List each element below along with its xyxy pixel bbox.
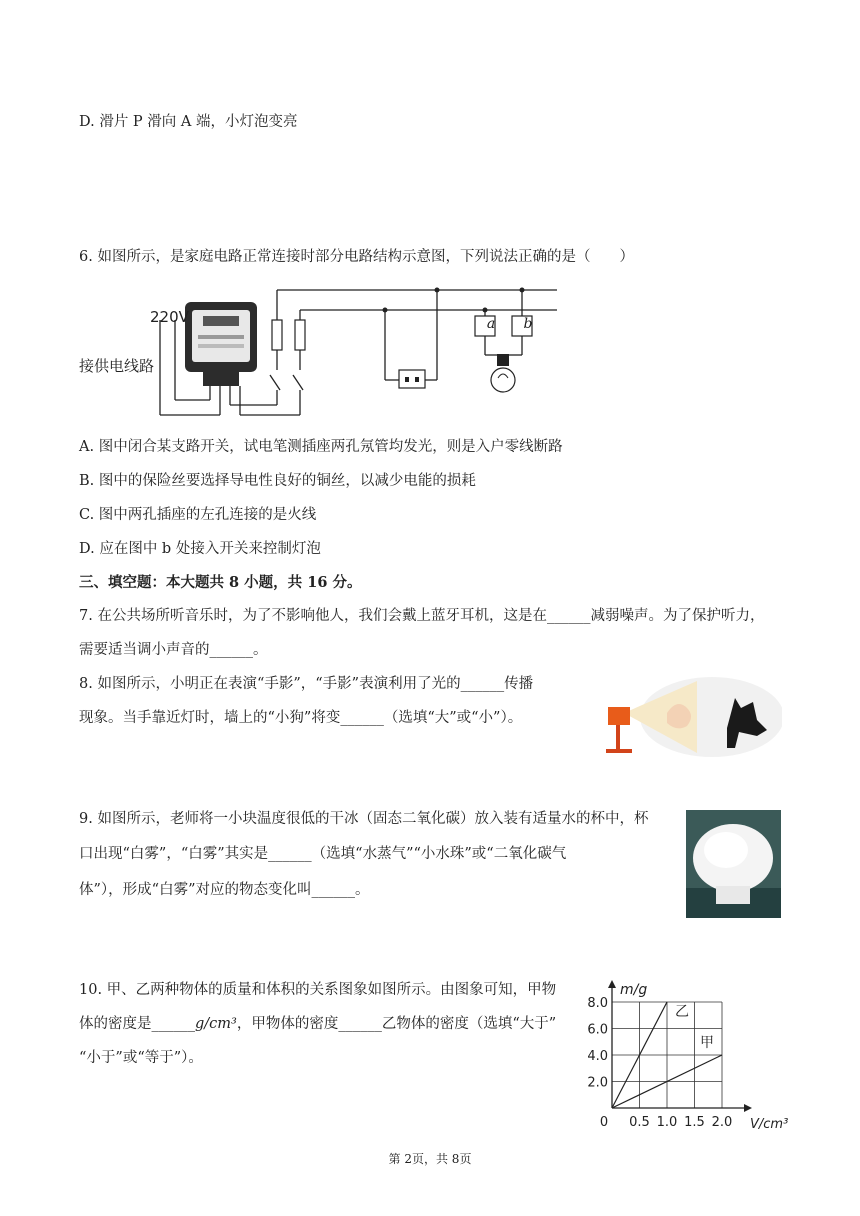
voltage-label: 220V — [150, 308, 189, 326]
q6-option-b: B. 图中的保险丝要选择导电性良好的铜丝，以减少电能的损耗 — [79, 473, 476, 489]
q10-line2-part2: ，甲物体的密度______乙物体的密度（选填“大于” — [236, 1016, 557, 1032]
box-b-label: b — [523, 316, 533, 332]
q10-line3: “小于”或“等于”）。 — [79, 1050, 203, 1066]
q6-option-d: D. 应在图中 b 处接入开关来控制灯泡 — [79, 541, 321, 557]
section-title: 三、填空题：本大题共 8 小题，共 16 分。 — [79, 574, 362, 591]
x-tick-label: 1.5 — [684, 1115, 705, 1130]
density-unit: g/cm³ — [195, 1016, 237, 1032]
q9-line1: 9. 如图所示，老师将一小块温度很低的干冰（固态二氧化碳）放入装有适量水的杯中，杯 — [79, 811, 649, 827]
dry-ice-photo — [686, 810, 781, 918]
q5-option-d: D. 滑片 P 滑向 A 端，小灯泡变亮 — [79, 114, 298, 130]
q6-stem: 6. 如图所示，是家庭电路正常连接时部分电路结构示意图，下列说法正确的是（ ） — [79, 249, 634, 265]
series-label: 甲 — [700, 1035, 714, 1051]
y-tick-label: 6.0 — [587, 1022, 608, 1038]
mass-volume-chart — [585, 978, 790, 1130]
box-a-label: a — [486, 316, 496, 332]
y-tick-label: 4.0 — [587, 1049, 608, 1064]
y-axis-arrow — [608, 980, 616, 988]
x-axis-label: V/cm³ — [750, 1117, 789, 1130]
q7-line2: 需要适当调小声音的______。 — [79, 642, 268, 658]
x-tick-label: 0 — [599, 1115, 609, 1130]
q9-line3: 体”），形成“白雾”对应的物态变化叫______。 — [79, 882, 370, 898]
y-tick-label: 8.0 — [587, 996, 608, 1011]
supply-line-label: 接供电线路 — [79, 357, 155, 375]
q10-line2 — [79, 1014, 556, 1034]
series-label: 乙 — [675, 1004, 689, 1020]
q7-line1: 7. 在公共场所听音乐时，为了不影响他人，我们会戴上蓝牙耳机，这是在______减弱噪声。为了保护听力， — [79, 608, 765, 624]
x-tick-label: 2.0 — [711, 1115, 733, 1130]
x-tick-label: 1.0 — [656, 1115, 678, 1130]
q9-line2: 口出现“白雾”，“白雾”其实是______（选填“水蒸气”“小水珠”或“二氧化碳气 — [79, 846, 567, 862]
circuit-diagram — [75, 280, 565, 420]
y-axis-label: m/g — [620, 982, 648, 998]
q10-line1: 10. 甲、乙两种物体的质量和体积的关系图象如图所示。由图象可知，甲物 — [79, 982, 557, 998]
q10-line2-part1: 体的密度是______ — [79, 1016, 195, 1032]
x-axis-arrow — [744, 1104, 752, 1112]
q8-line2: 现象。当手靠近灯时，墙上的“小狗”将变______（选填“大”或“小”）。 — [79, 710, 523, 726]
q6-option-a: A. 图中闭合某支路开关，试电笔测插座两孔氖管均发光，则是入户零线断路 — [79, 439, 563, 455]
page-footer: 第 2页，共 8页 — [388, 1152, 472, 1166]
q8-line1: 8. 如图所示，小明正在表演“手影”，“手影”表演利用了光的______传播 — [79, 676, 534, 692]
y-tick-label: 2.0 — [587, 1075, 608, 1091]
x-tick-label: 0.5 — [629, 1115, 650, 1130]
q6-option-c: C. 图中两孔插座的左孔连接的是火线 — [79, 507, 317, 523]
hand-shadow-image — [602, 673, 782, 761]
